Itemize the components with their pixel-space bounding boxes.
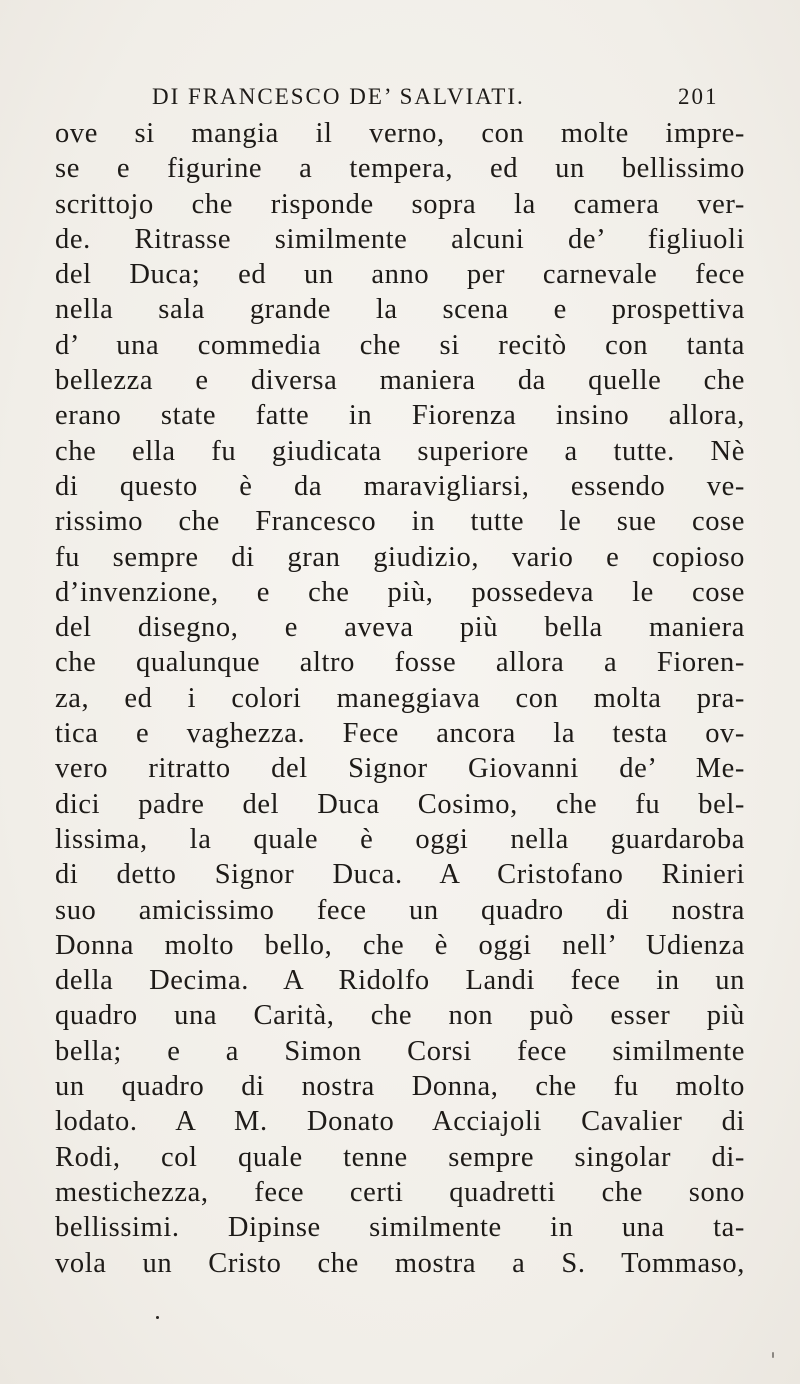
text-line: rissimo che Francesco in tutte le sue cose [55, 506, 745, 538]
text-line: ove si mangia il verno, con molte impre- [55, 118, 745, 149]
text-line: che qualunque altro fosse allora a Fioren- [55, 647, 745, 679]
text-line: lodato. A M. Donato Acciajoli Cavalier di [55, 1106, 745, 1138]
text-line: dici padre del Duca Cosimo, che fu bel- [55, 788, 745, 820]
text-line: della Decima. A Ridolfo Landi fece in un [55, 965, 745, 997]
text-line: del Duca; ed un anno per carnevale fece [55, 259, 745, 291]
text-line: de. Ritrasse similmente alcuni de’ figliuoli [55, 223, 745, 255]
text-line: quadro una Carità, che non può esser più [55, 1000, 745, 1032]
text-line: Rodi, col quale tenne sempre singolar di- [55, 1141, 745, 1173]
text-line: se e figurine a tempera, ed un bellissimo [55, 153, 745, 185]
body-text [55, 116, 745, 1281]
text-line: un quadro di nostra Donna, che fu molto [55, 1071, 745, 1103]
text-line: bellissimi. Dipinse similmente in una ta- [55, 1212, 745, 1244]
text-line: Donna molto bello, che è oggi nell’ Udienza [55, 929, 745, 961]
text-line: che ella fu giudicata superiore a tutte. Nè [55, 435, 745, 467]
text-line: di questo è da maravigliarsi, essendo ve- [55, 470, 745, 502]
text-line: vero ritratto del Signor Giovanni de’ Me- [55, 753, 745, 785]
ink-speck [156, 1316, 159, 1319]
text-line: bellezza e diversa maniera da quelle che [55, 365, 745, 397]
text-line: scrittojo che risponde sopra la camera ver- [55, 188, 745, 220]
text-line: di detto Signor Duca. A Cristofano Rinieri [55, 859, 745, 891]
text-line: suo amicissimo fece un quadro di nostra [55, 894, 745, 926]
text-line: lissima, la quale è oggi nella guardaroba [55, 823, 745, 855]
text-line: tica e vaghezza. Fece ancora la testa ov- [55, 718, 745, 750]
text-line: d’ una commedia che si recitò con tanta [55, 329, 745, 361]
text-line: del disegno, e aveva più bella maniera [55, 612, 745, 644]
running-title: DI FRANCESCO DE’ SALVIATI. [152, 84, 525, 109]
page-header [152, 80, 719, 114]
text-line: fu sempre di gran giudizio, vario e copioso [55, 541, 745, 573]
text-line: mestichezza, fece certi quadretti che sono [55, 1176, 745, 1208]
text-line: erano state fatte in Fiorenza insino allora, [55, 400, 745, 432]
text-line: za, ed i colori maneggiava con molta pra- [55, 682, 745, 714]
page-number: 201 [678, 84, 719, 109]
text-line: nella sala grande la scena e prospettiva [55, 294, 745, 326]
text-line: d’invenzione, e che più, possedeva le cose [55, 576, 745, 608]
text-line: vola un Cristo che mostra a S. Tommaso, [55, 1247, 745, 1279]
text-line: bella; e a Simon Corsi fece similmente [55, 1035, 745, 1067]
ink-speck [772, 1352, 774, 1358]
